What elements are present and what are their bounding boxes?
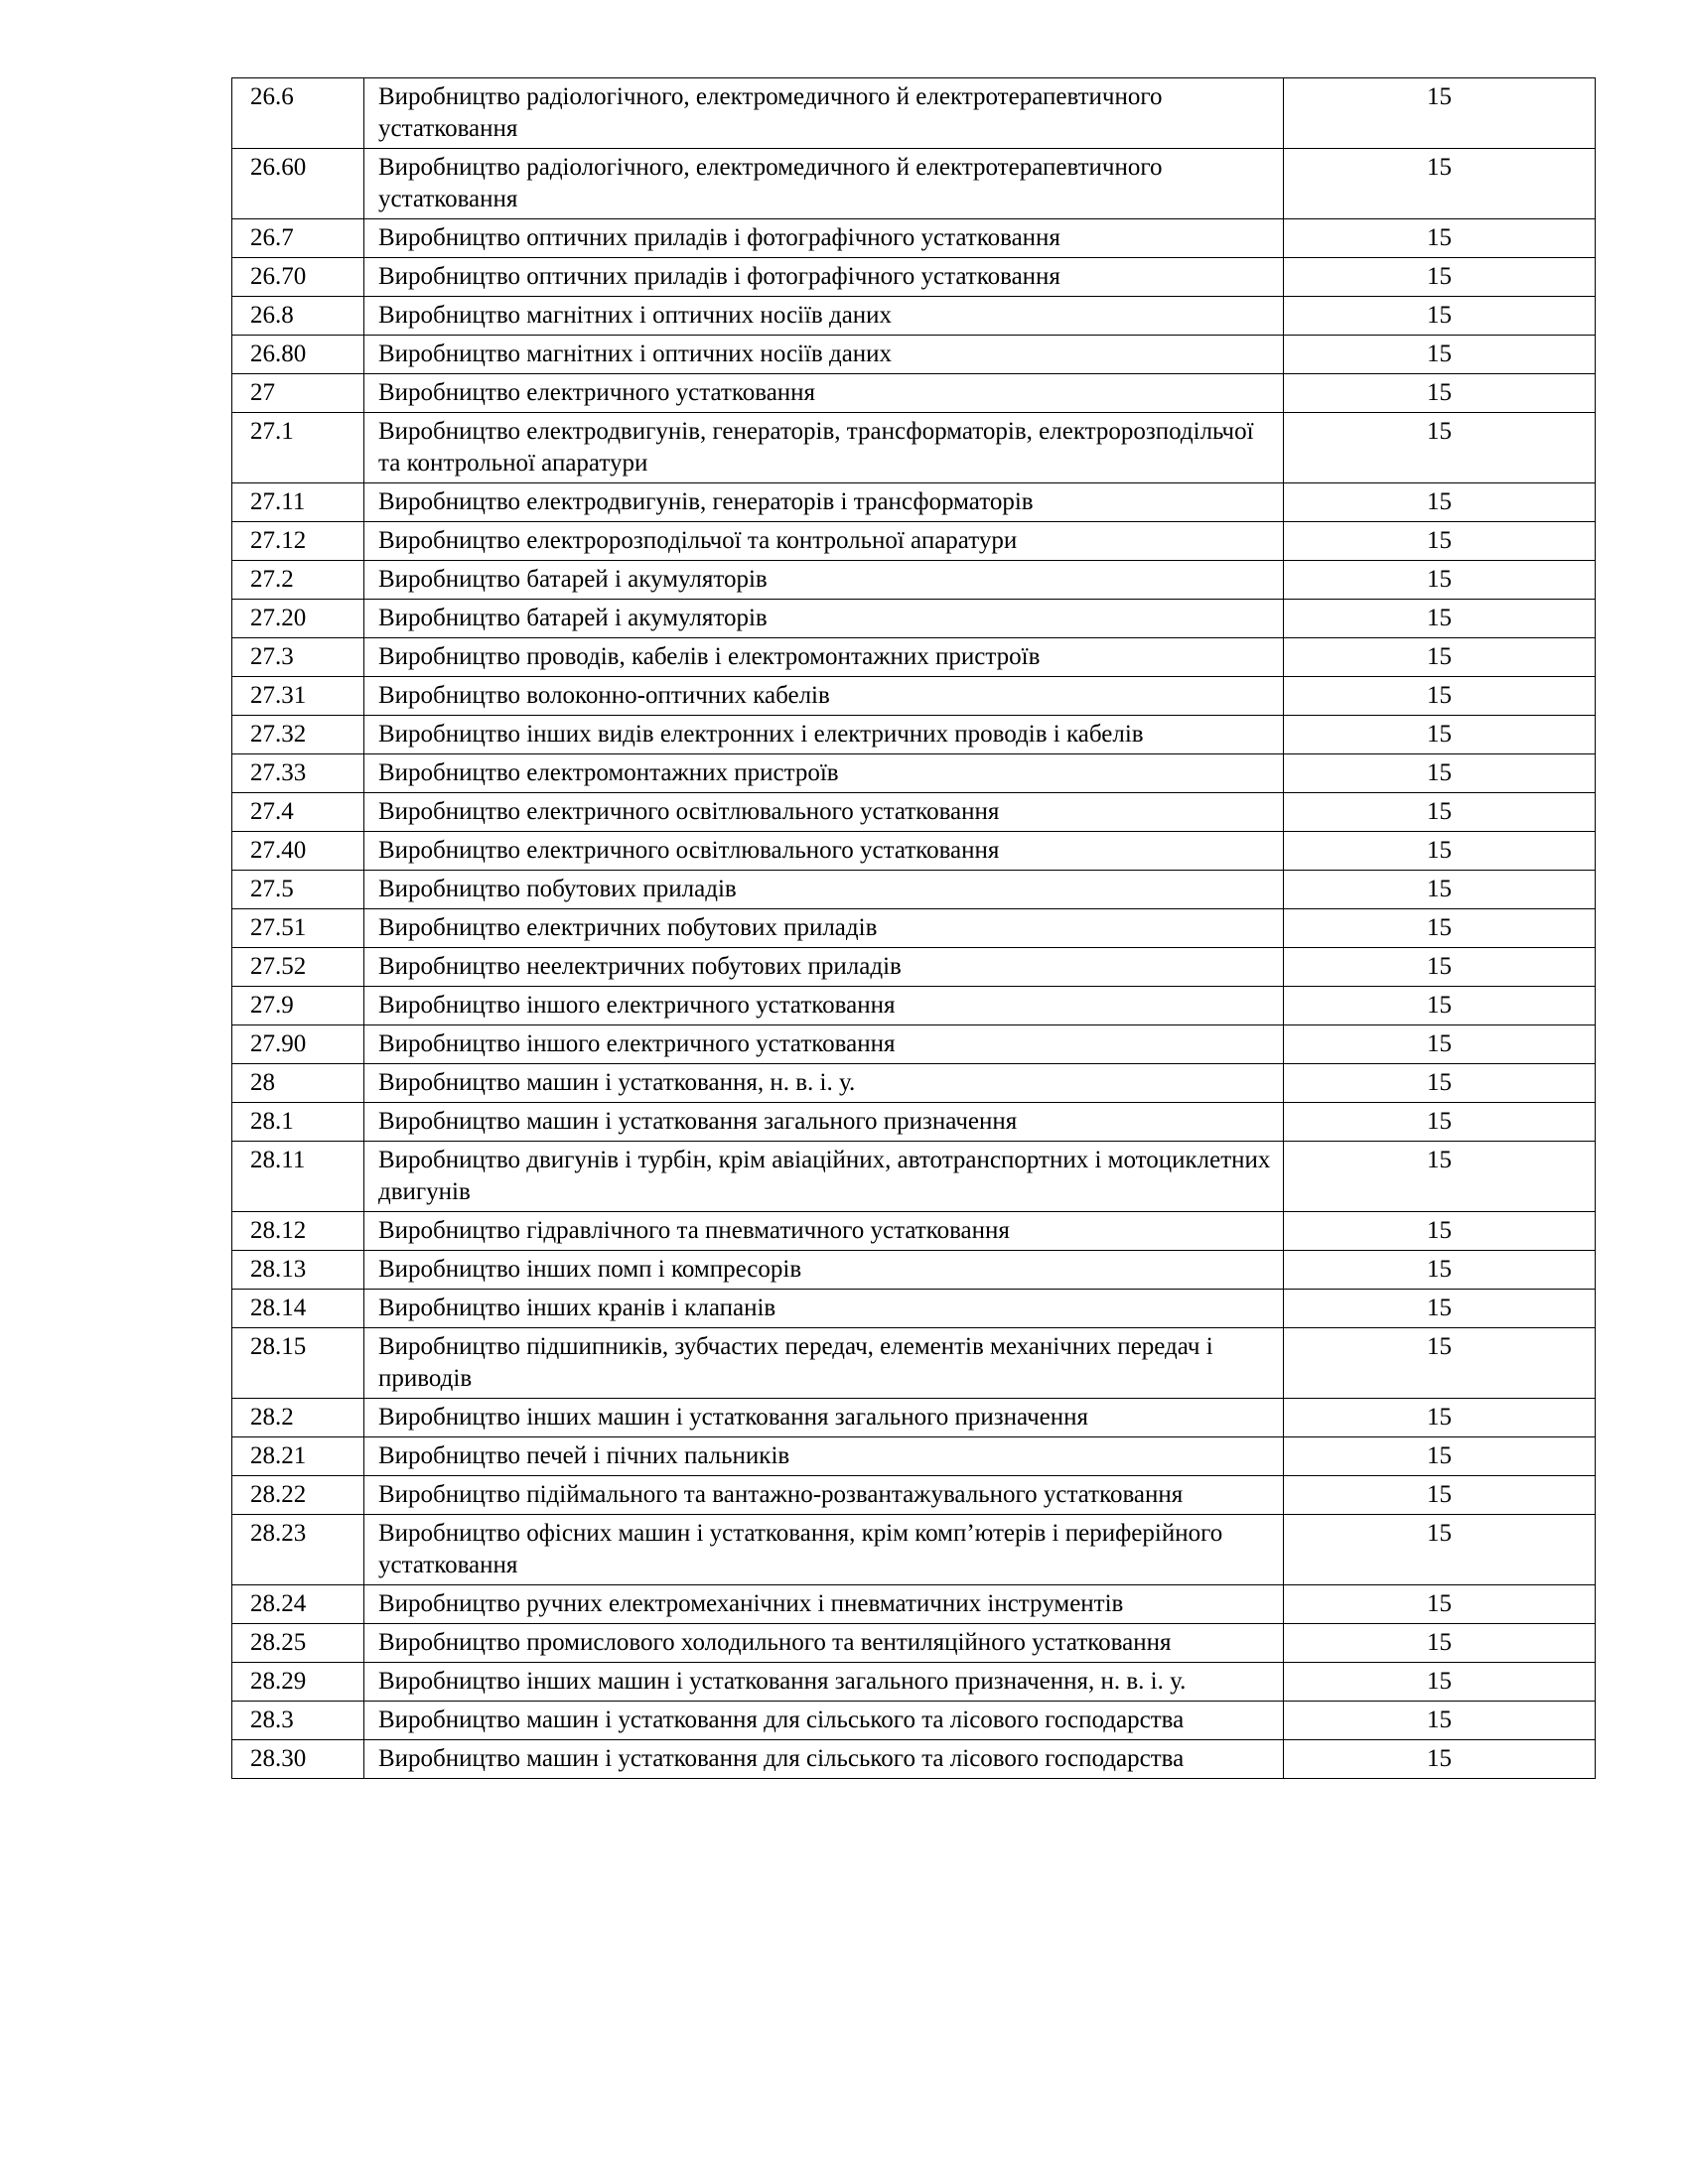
table-row bbox=[232, 638, 1596, 677]
table-row bbox=[232, 1476, 1596, 1515]
activity-title: Виробництво машин і устатковання, н. в. і. у. bbox=[364, 1064, 1284, 1103]
activity-title: Виробництво інших кранів і клапанів bbox=[364, 1290, 1284, 1328]
activity-title: Виробництво електричного освітлювального устатковання bbox=[364, 832, 1284, 871]
activity-code: 28.29 bbox=[232, 1663, 364, 1702]
activity-title: Виробництво інших помп і компресорів bbox=[364, 1251, 1284, 1290]
activity-title: Виробництво електромонтажних пристроїв bbox=[364, 754, 1284, 793]
table-row bbox=[232, 1064, 1596, 1103]
activity-code: 26.70 bbox=[232, 258, 364, 297]
activity-title: Виробництво машин і устатковання для сільського та лісового господарства bbox=[364, 1740, 1284, 1779]
activity-code: 27 bbox=[232, 374, 364, 413]
activity-title: Виробництво інших машин і устатковання загального призначення, н. в. і. у. bbox=[364, 1663, 1284, 1702]
activity-rate: 15 bbox=[1284, 336, 1596, 374]
activity-rate: 15 bbox=[1284, 638, 1596, 677]
activity-title: Виробництво оптичних приладів і фотографічного устатковання bbox=[364, 258, 1284, 297]
activity-rate: 15 bbox=[1284, 413, 1596, 483]
activity-title: Виробництво двигунів і турбін, крім авіаційних, автотранспортних і мотоциклетних двигунів bbox=[364, 1142, 1284, 1212]
activity-title: Виробництво оптичних приладів і фотографічного устатковання bbox=[364, 219, 1284, 258]
activity-code: 27.32 bbox=[232, 716, 364, 754]
activity-rate: 15 bbox=[1284, 1437, 1596, 1476]
activity-code: 27.31 bbox=[232, 677, 364, 716]
activity-rate: 15 bbox=[1284, 1740, 1596, 1779]
table-row bbox=[232, 258, 1596, 297]
table-row bbox=[232, 1663, 1596, 1702]
table-row bbox=[232, 1251, 1596, 1290]
activity-title: Виробництво печей і пічних пальників bbox=[364, 1437, 1284, 1476]
activity-code: 28.23 bbox=[232, 1515, 364, 1585]
activity-title: Виробництво машин і устатковання для сільського та лісового господарства bbox=[364, 1702, 1284, 1740]
activity-rate: 15 bbox=[1284, 522, 1596, 561]
activity-title: Виробництво неелектричних побутових приладів bbox=[364, 948, 1284, 987]
table-row bbox=[232, 1142, 1596, 1212]
activity-rate: 15 bbox=[1284, 716, 1596, 754]
table-row bbox=[232, 909, 1596, 948]
activity-rate: 15 bbox=[1284, 1142, 1596, 1212]
activity-rate: 15 bbox=[1284, 149, 1596, 219]
activity-code: 28.25 bbox=[232, 1624, 364, 1663]
table-row bbox=[232, 1740, 1596, 1779]
activity-code: 28.15 bbox=[232, 1328, 364, 1399]
activity-code: 27.52 bbox=[232, 948, 364, 987]
activity-title: Виробництво волоконно-оптичних кабелів bbox=[364, 677, 1284, 716]
activity-rate: 15 bbox=[1284, 600, 1596, 638]
activity-title: Виробництво підшипників, зубчастих передач, елементів механічних передач і приводів bbox=[364, 1328, 1284, 1399]
activity-rate: 15 bbox=[1284, 754, 1596, 793]
activity-title: Виробництво магнітних і оптичних носіїв даних bbox=[364, 336, 1284, 374]
table-row bbox=[232, 677, 1596, 716]
activity-codes-table bbox=[231, 77, 1596, 1779]
activity-code: 27.20 bbox=[232, 600, 364, 638]
activity-code: 26.80 bbox=[232, 336, 364, 374]
activity-code: 27.33 bbox=[232, 754, 364, 793]
table-row bbox=[232, 1585, 1596, 1624]
activity-title: Виробництво гідравлічного та пневматичного устатковання bbox=[364, 1212, 1284, 1251]
activity-rate: 15 bbox=[1284, 677, 1596, 716]
activity-code: 28.2 bbox=[232, 1399, 364, 1437]
table-row bbox=[232, 1290, 1596, 1328]
activity-rate: 15 bbox=[1284, 1702, 1596, 1740]
activity-rate: 15 bbox=[1284, 561, 1596, 600]
activity-code: 28.30 bbox=[232, 1740, 364, 1779]
activity-title: Виробництво проводів, кабелів і електромонтажних пристроїв bbox=[364, 638, 1284, 677]
activity-title: Виробництво побутових приладів bbox=[364, 871, 1284, 909]
activity-code: 26.60 bbox=[232, 149, 364, 219]
activity-rate: 15 bbox=[1284, 1515, 1596, 1585]
activity-rate: 15 bbox=[1284, 793, 1596, 832]
activity-title: Виробництво підіймального та вантажно-розвантажувального устатковання bbox=[364, 1476, 1284, 1515]
table-row bbox=[232, 1212, 1596, 1251]
activity-code: 28.21 bbox=[232, 1437, 364, 1476]
activity-title: Виробництво машин і устатковання загального призначення bbox=[364, 1103, 1284, 1142]
activity-title: Виробництво батарей і акумуляторів bbox=[364, 600, 1284, 638]
table-row bbox=[232, 754, 1596, 793]
activity-title: Виробництво магнітних і оптичних носіїв даних bbox=[364, 297, 1284, 336]
activity-code: 27.11 bbox=[232, 483, 364, 522]
activity-rate: 15 bbox=[1284, 909, 1596, 948]
activity-code: 28 bbox=[232, 1064, 364, 1103]
activity-code: 28.11 bbox=[232, 1142, 364, 1212]
activity-rate: 15 bbox=[1284, 1663, 1596, 1702]
activity-code: 27.51 bbox=[232, 909, 364, 948]
table-body bbox=[232, 78, 1596, 1779]
table-row bbox=[232, 297, 1596, 336]
table-row bbox=[232, 1624, 1596, 1663]
activity-code: 28.22 bbox=[232, 1476, 364, 1515]
table-row bbox=[232, 600, 1596, 638]
table-row bbox=[232, 413, 1596, 483]
activity-title: Виробництво радіологічного, електромедичного й електротерапевтичного устатковання bbox=[364, 78, 1284, 149]
activity-rate: 15 bbox=[1284, 297, 1596, 336]
activity-rate: 15 bbox=[1284, 1624, 1596, 1663]
table-row bbox=[232, 1025, 1596, 1064]
activity-code: 28.1 bbox=[232, 1103, 364, 1142]
table-row bbox=[232, 1515, 1596, 1585]
table-row bbox=[232, 149, 1596, 219]
activity-rate: 15 bbox=[1284, 1585, 1596, 1624]
activity-code: 26.7 bbox=[232, 219, 364, 258]
table-row bbox=[232, 948, 1596, 987]
activity-code: 27.90 bbox=[232, 1025, 364, 1064]
table-row bbox=[232, 522, 1596, 561]
activity-title: Виробництво електричного устатковання bbox=[364, 374, 1284, 413]
activity-rate: 15 bbox=[1284, 1399, 1596, 1437]
activity-rate: 15 bbox=[1284, 1290, 1596, 1328]
activity-rate: 15 bbox=[1284, 78, 1596, 149]
activity-title: Виробництво радіологічного, електромедичного й електротерапевтичного устатковання bbox=[364, 149, 1284, 219]
activity-code: 27.1 bbox=[232, 413, 364, 483]
activity-rate: 15 bbox=[1284, 1064, 1596, 1103]
activity-rate: 15 bbox=[1284, 1251, 1596, 1290]
activity-title: Виробництво іншого електричного устатковання bbox=[364, 987, 1284, 1025]
activity-title: Виробництво електродвигунів, генераторів, трансформаторів, електророзподільчої та контрольної апаратури bbox=[364, 413, 1284, 483]
activity-title: Виробництво промислового холодильного та вентиляційного устатковання bbox=[364, 1624, 1284, 1663]
table-row bbox=[232, 832, 1596, 871]
activity-title: Виробництво батарей і акумуляторів bbox=[364, 561, 1284, 600]
activity-title: Виробництво електророзподільчої та контрольної апаратури bbox=[364, 522, 1284, 561]
activity-code: 27.4 bbox=[232, 793, 364, 832]
table-row bbox=[232, 561, 1596, 600]
activity-rate: 15 bbox=[1284, 1025, 1596, 1064]
activity-rate: 15 bbox=[1284, 483, 1596, 522]
activity-rate: 15 bbox=[1284, 374, 1596, 413]
table-row bbox=[232, 871, 1596, 909]
activity-rate: 15 bbox=[1284, 258, 1596, 297]
activity-rate: 15 bbox=[1284, 987, 1596, 1025]
activity-rate: 15 bbox=[1284, 871, 1596, 909]
activity-title: Виробництво електродвигунів, генераторів і трансформаторів bbox=[364, 483, 1284, 522]
table-row bbox=[232, 336, 1596, 374]
activity-code: 27.40 bbox=[232, 832, 364, 871]
activity-rate: 15 bbox=[1284, 1476, 1596, 1515]
table-row bbox=[232, 987, 1596, 1025]
table-row bbox=[232, 1328, 1596, 1399]
table-row bbox=[232, 1103, 1596, 1142]
table-row bbox=[232, 716, 1596, 754]
table-row bbox=[232, 1399, 1596, 1437]
table-row bbox=[232, 374, 1596, 413]
activity-code: 26.6 bbox=[232, 78, 364, 149]
table-row bbox=[232, 78, 1596, 149]
activity-code: 28.24 bbox=[232, 1585, 364, 1624]
activity-code: 26.8 bbox=[232, 297, 364, 336]
activity-code: 28.12 bbox=[232, 1212, 364, 1251]
activity-rate: 15 bbox=[1284, 1103, 1596, 1142]
table-row bbox=[232, 219, 1596, 258]
activity-rate: 15 bbox=[1284, 219, 1596, 258]
activity-title: Виробництво електричного освітлювального устатковання bbox=[364, 793, 1284, 832]
activity-code: 28.14 bbox=[232, 1290, 364, 1328]
activity-rate: 15 bbox=[1284, 948, 1596, 987]
activity-title: Виробництво інших машин і устатковання загального призначення bbox=[364, 1399, 1284, 1437]
table-row bbox=[232, 1702, 1596, 1740]
activity-code: 27.5 bbox=[232, 871, 364, 909]
activity-code: 27.3 bbox=[232, 638, 364, 677]
activity-title: Виробництво електричних побутових приладів bbox=[364, 909, 1284, 948]
activity-code: 27.2 bbox=[232, 561, 364, 600]
activity-title: Виробництво іншого електричного устатковання bbox=[364, 1025, 1284, 1064]
table-row bbox=[232, 793, 1596, 832]
table-row bbox=[232, 1437, 1596, 1476]
activity-title: Виробництво інших видів електронних і електричних проводів і кабелів bbox=[364, 716, 1284, 754]
activity-title: Виробництво ручних електромеханічних і пневматичних інструментів bbox=[364, 1585, 1284, 1624]
activity-code: 27.12 bbox=[232, 522, 364, 561]
activity-code: 27.9 bbox=[232, 987, 364, 1025]
activity-rate: 15 bbox=[1284, 1212, 1596, 1251]
activity-title: Виробництво офісних машин і устатковання, крім комп’ютерів і периферійного устатковання bbox=[364, 1515, 1284, 1585]
activity-code: 28.13 bbox=[232, 1251, 364, 1290]
activity-code: 28.3 bbox=[232, 1702, 364, 1740]
table-row bbox=[232, 483, 1596, 522]
activity-rate: 15 bbox=[1284, 832, 1596, 871]
activity-rate: 15 bbox=[1284, 1328, 1596, 1399]
